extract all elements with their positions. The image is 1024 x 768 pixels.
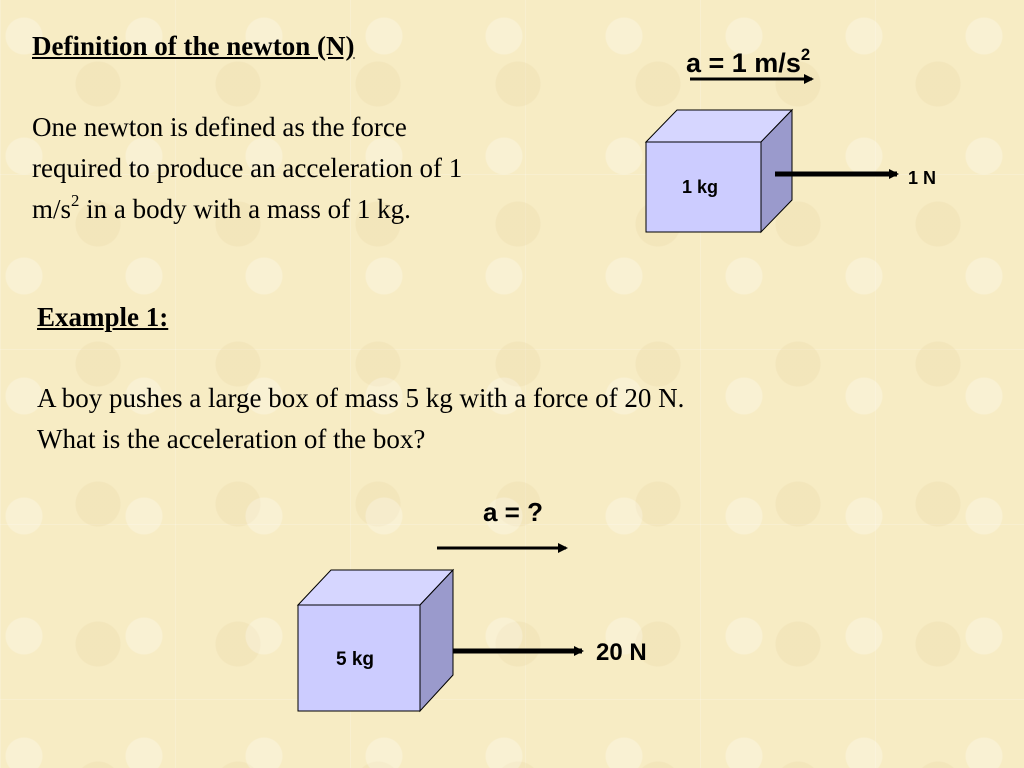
example-paragraph bbox=[37, 378, 937, 460]
example-line-2: What is the acceleration of the box? bbox=[37, 424, 426, 454]
box-1-mass-label: 1 kg bbox=[682, 177, 719, 197]
force-label-2: 20 N bbox=[596, 639, 647, 666]
definition-heading: Definition of the newton (N) bbox=[32, 31, 355, 61]
force-label-1: 1 N bbox=[908, 168, 937, 188]
acceleration-label-1: a = 1 $m/s^2$ bbox=[686, 44, 811, 78]
definition-line-1: One newton is defined as the force bbox=[32, 112, 407, 142]
definition-line-2: required to produce an acceleration of 1 bbox=[32, 153, 463, 183]
example-line-1: A boy pushes a large box of mass 5 kg with a force of 20 N. bbox=[37, 383, 685, 413]
definition-line-3: $m/s^2$ in a body with a mass of 1 kg. bbox=[32, 190, 411, 224]
example-heading: Example 1: bbox=[37, 302, 169, 332]
box-2-mass-label: 5 kg bbox=[336, 649, 375, 670]
acceleration-label-2: a = ? bbox=[483, 497, 543, 527]
